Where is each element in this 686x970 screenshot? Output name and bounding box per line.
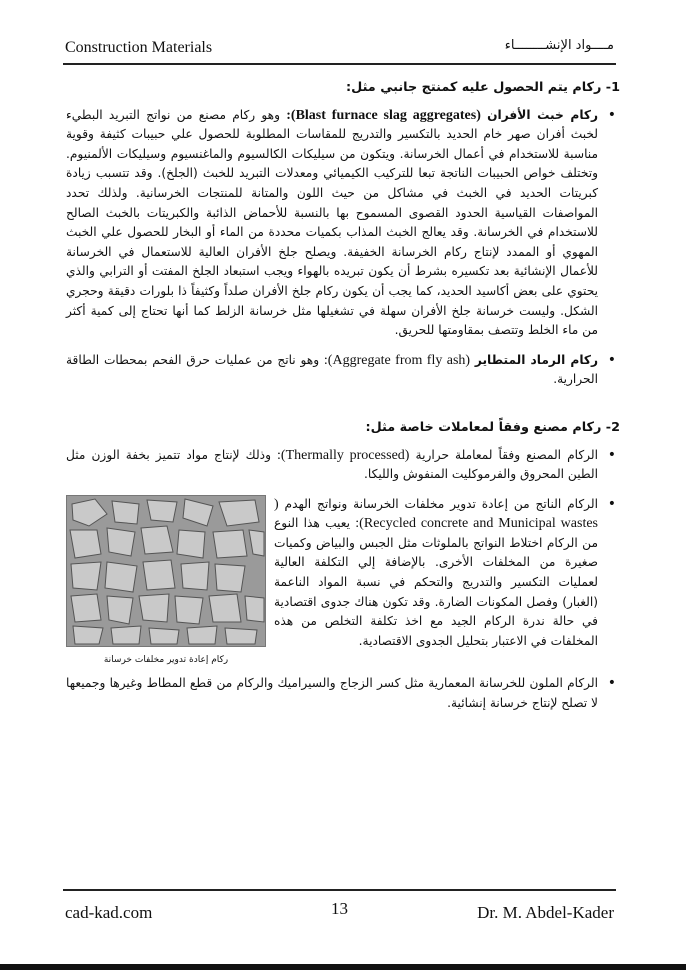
footer-website: cad-kad.com bbox=[65, 903, 153, 922]
item-body: وهو ركام مصنع من نواتج التبريد البطيء لخبث أفران صهر خام الحديد بالتكسير والتدريج للمقاسات المطلوبة للحصول علي حبيبات كثيفة وقوية مناسبة للاستخدام في أعمال الخرسانة. ويتكون من سيليكات الكالسيوم والماغنسيوم وسيليكات الألمنيوم. وتختلف خواص الحبيبات الناتجة تبعا للتركيب الكيميائي ومعدلات التبريد للخبث (الجلخ). وقد تتسبب زيادة كبريتات الحديد في الخبث في مشاكل من حيث اللون والمتانة للمنتجات الخرسانية. ولذلك تحدد المواصفات القياسية الحدود القصوى المسموح بها بالنسبة للأحماض الذائبة والكبريتات بالخبث الصالح للاستخدام في الخرسانة. وقد يعالج الخبث المذاب بكميات محددة من الماء أو البخار للحصول علي الخبث المهوي أو الممدد لإنتاج ركام الخرسانة الخفيفة. ويصلح جلخ الأفران العالية للاستعمال في الخرسانة للأعمال الإنشائية بعد تكسيره بشرط أن يكون تبريده بالهواء ويجب استبعاد الجلخ المفتت أو الترابي والذي يحتوي على بعض أكاسيد الحديد، كما يجب أن يكون ركام جلخ الأفران صلداً وكثيفاً ذا بلورات دقيقة وحجري الشكل. وليست خرسانة جلخ الأفران سهلة في تشغيلها مثل خرسانة الزلط كما أنها تحتاج إلى كمية أكثر من ماء الخلط وتتصف بمقاومتها للحريق. bbox=[66, 107, 598, 338]
section2-heading: 2- ركام مصنع وفقاً لمعاملات خاصة مثل: bbox=[365, 419, 620, 435]
item-english-term: (Aggregate from fly ash): bbox=[323, 352, 471, 368]
figure bbox=[66, 495, 266, 671]
item-english-term: (Blast furnace slag aggregates): bbox=[286, 107, 481, 123]
header-title-en: Construction Materials bbox=[65, 39, 213, 56]
item-lead: الركام الناتج من إعادة تدوير مخلفات الخرسانة ونواتج الهدم bbox=[284, 496, 598, 511]
page-header bbox=[63, 37, 616, 65]
page-number: 13 bbox=[331, 899, 348, 918]
recycled-aggregate-photo bbox=[66, 495, 266, 647]
figure-caption: • ركام إعادة تدوير مخلفات خرسانة bbox=[103, 654, 229, 665]
item-title: ركام خبث الأفران bbox=[487, 107, 599, 122]
list-item-fly-ash bbox=[66, 351, 620, 390]
item-body: وذلك لإنتاج مواد تتميز بخفة الوزن مثل الطين المحروق والفرموكليت المنفوش والليكا. bbox=[66, 447, 598, 482]
section1-heading: 1- ركام يتم الحصول عليه كمنتج جانبي مثل: bbox=[346, 80, 620, 95]
footer-author: Dr. M. Abdel-Kader bbox=[477, 903, 614, 922]
section1-list bbox=[66, 106, 620, 390]
item-english-term: (Thermally processed): bbox=[277, 447, 410, 463]
item-body: الركام الملون للخرسانة المعمارية مثل كسر الزجاج والسيراميك والركام من قطع المطاط وغيرها وجميعها لا تصلح لإنتاج خرسانة إنشائية. bbox=[66, 676, 598, 710]
item-title: ركام الرماد المتطاير bbox=[474, 352, 599, 367]
list-item-slag bbox=[66, 106, 620, 341]
list-item-thermal bbox=[66, 446, 620, 485]
bottom-bar bbox=[0, 964, 686, 970]
item-lead: الركام المصنع وفقاً لمعاملة حرارية bbox=[415, 447, 598, 462]
header-title-ar: مــــواد الإنشــــــــاء bbox=[504, 38, 614, 53]
page-content bbox=[66, 78, 620, 723]
list-item-colored bbox=[66, 674, 620, 713]
item-body: يعيب هذا النوع من الركام اختلاط النواتج بالملوثات مثل الجبس والبياض وكميات صغيرة من المخلفات الأخرى. بالإضافة إلي التكلفة العالية لعمليات التكسير والتدريج والتحكم في نسبة المواد الناعمة (الغبار) وفصل المكونات الضارة. وقد تكون هناك جدوى اقتصادية في حالة ندرة الركام الجيد مع اخذ تكلفة التخلص من هذه المخلفات في الاعتبار بتحليل الجدوى الاقتصادية. bbox=[274, 516, 598, 648]
section2-list bbox=[66, 446, 620, 714]
list-item-recycled bbox=[66, 495, 620, 665]
page-footer bbox=[63, 889, 616, 922]
item-body: وهو ناتج من عمليات حرق الفحم بمحطات الطاقة الحرارية. bbox=[66, 352, 598, 387]
item-english-term: ( Recycled concrete and Municipal wastes): bbox=[274, 496, 599, 532]
